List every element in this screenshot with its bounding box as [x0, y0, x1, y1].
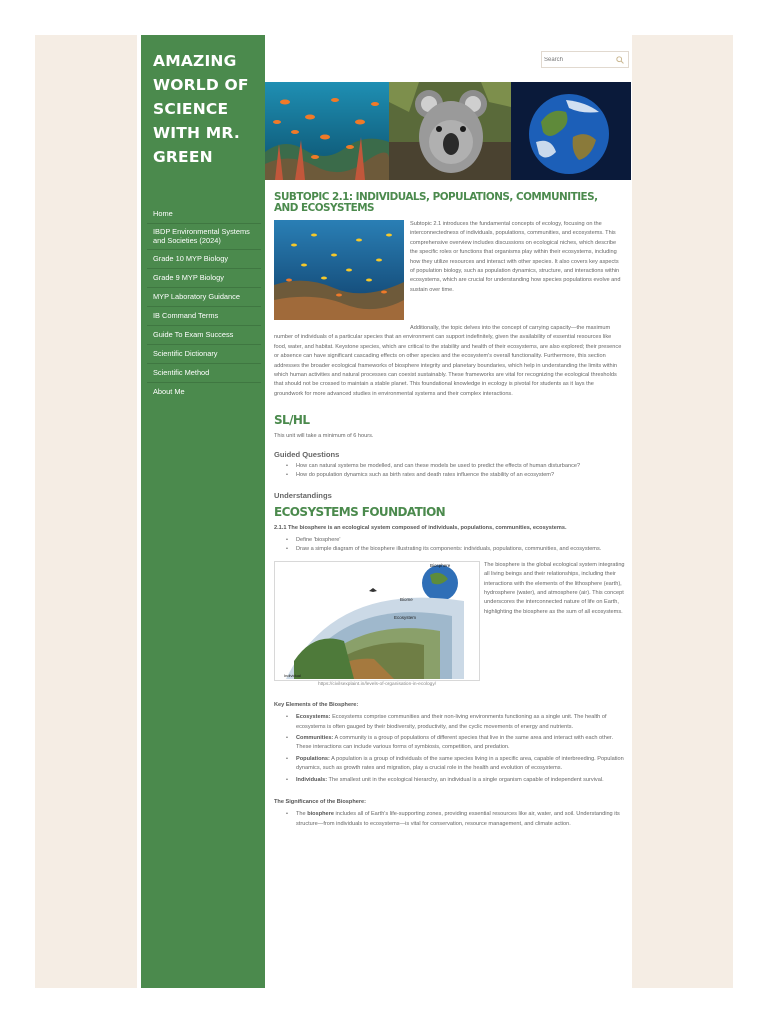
article	[274, 192, 624, 829]
list-item: • Define 'biosphere'	[274, 536, 624, 545]
nav-item-label: Grade 9 MYP Biology	[153, 272, 224, 282]
nav-item-grade9-biology[interactable]	[147, 269, 261, 288]
text: The	[296, 811, 308, 818]
diagram-label-biosphere: Biosphere	[430, 562, 451, 568]
list-item	[274, 776, 624, 785]
term: Populations:	[296, 755, 330, 762]
list-item	[274, 755, 624, 774]
biosphere-text: The biosphere is the global ecological system integrating all living beings and their relationships, including their interactions with the elements of the lithosphere (earth), hydrosphere (water), and atmosphere (air). This concept underscores the interconnected nature of life on Earth, highlighting the biosphere as the sum of all ecosystems.	[484, 561, 625, 615]
search-box	[541, 51, 629, 68]
nav-item-label: Scientific Dictionary	[153, 348, 218, 358]
nav-item-label: IB Command Terms	[153, 310, 219, 320]
term-text: Ecosystems comprise communities and their non-living environments functioning as a single unit. The health of ecosystems is often gauged by their biodiversity, productivity, and the cyclic movements of energy and nutrients.	[296, 714, 607, 730]
significance-heading: The Significance of the Biosphere:	[274, 798, 366, 805]
nav-item-exam-guide[interactable]	[147, 326, 261, 345]
level-heading: SL/HL	[274, 413, 310, 428]
guided-questions-heading: Guided Questions	[274, 449, 340, 459]
biosphere-diagram-image	[274, 561, 480, 681]
intro-paragraph-2: Additionally, the topic delves into the concept of carrying capacity—the maximum number of individuals of a particular species that an environment can support indefinitely, given the availability of essential resources like food, water, and habitat. Keystone species, which are critical to the stability and health of their ecosystems, are also explored; their presence or absence can have significant cascading effects on other species and the ecosystem's overall functionality. Furthermore, this section addresses the broader ecological frameworks of biosphere integrity and planetary boundaries, which help in understanding the limits within which human activities and natural processes can coexist sustainably. These frameworks are vital for recognizing the ecological thresholds that should not be crossed to maintain a stable planet. This foundational knowledge in ecology is pivotal for students as it lays the groundwork for more advanced studies in environmental systems and their complex interactions.	[274, 325, 622, 397]
intro-block	[274, 220, 624, 324]
article-title: SUBTOPIC 2.1: INDIVIDUALS, POPULATIONS, COMMUNITIES, AND ECOSYSTEMS	[274, 191, 598, 214]
sidebar-nav	[147, 205, 261, 402]
list-item: • Draw a simple diagram of the biosphere illustrating its components: individuals, populations, communities, and ecosystems.	[274, 545, 624, 554]
nav-item-label: Home	[153, 208, 173, 218]
section-heading: ECOSYSTEMS FOUNDATION	[274, 505, 446, 520]
diagram-label-individual: Individual	[284, 672, 301, 678]
nav-item-about[interactable]	[147, 383, 261, 402]
key-elements-list	[274, 713, 624, 785]
term: Ecosystems:	[296, 714, 331, 721]
term: Communities:	[296, 734, 334, 741]
nav-item-label: Grade 10 MYP Biology	[153, 253, 229, 263]
understanding-2-1-1: 2.1.1 The biosphere is an ecological system composed of individuals, populations, communities, ecosystems.	[274, 525, 567, 532]
term-text: A population is a group of individuals of the same species living in a specific area, capable of interbreeding. Population dynamics, such as growth rates and migration, play a crucial role in the health and evolution of ecosystems.	[296, 755, 624, 772]
search-icon[interactable]	[616, 56, 624, 64]
guided-questions-list	[274, 462, 624, 481]
nav-item-label: MYP Laboratory Guidance	[153, 291, 240, 301]
intro-paragraph-1: Subtopic 2.1 introduces the fundamental concepts of ecology, focusing on the interconnectedness of individuals, populations, communities, and ecosystems. This comprehensive overview includes discussions on ecological niches, which describe the specific roles or functions that organisms play within their ecosystems, including how they utilize resources and interact with other species. It also covers key aspects of population biology, such as population dynamics, structure, and interactions within ecosystems, which are crucial for understanding how species populations evolve and sustain over time.	[410, 221, 621, 293]
koala-image	[389, 82, 511, 180]
biosphere-block	[274, 561, 624, 691]
list-item: • How can natural systems be modelled, and can these models be used to predict the effects of human disturbance?	[274, 462, 624, 471]
site-title[interactable]: AMAZING WORLD OF SCIENCE WITH MR. GREEN	[153, 52, 249, 166]
tasks-list	[274, 536, 624, 555]
nav-item-grade10-biology[interactable]	[147, 250, 261, 269]
nav-item-home[interactable]	[147, 205, 261, 224]
term: Individuals:	[296, 776, 328, 783]
search-input[interactable]	[544, 54, 610, 65]
significance-list	[274, 810, 624, 829]
nav-item-label: About Me	[153, 387, 185, 397]
nav-item-label: IBDP Environmental Systems and Societies (2024)	[153, 227, 250, 245]
term-text: A community is a group of populations of different species that live in the same area and interact with each other. These interactions can include various forms of symbiosis, competition, and predation.	[296, 734, 614, 751]
term-text: The smallest unit in the ecological hierarchy, an individual is a single organism capable of independent survival.	[327, 776, 604, 783]
hero-banner	[265, 82, 631, 180]
nav-item-command-terms[interactable]	[147, 307, 261, 326]
key-elements-heading: Key Elements of the Biosphere:	[274, 701, 359, 708]
nav-item-ibdp-ess[interactable]	[147, 224, 261, 250]
nav-item-lab-guidance[interactable]	[147, 288, 261, 307]
sidebar	[141, 35, 265, 988]
diagram-label-biome: Biome	[400, 596, 413, 602]
nav-item-scientific-method[interactable]	[147, 364, 261, 383]
coral-reef-image	[274, 220, 404, 320]
list-item	[274, 713, 624, 732]
term: biosphere	[307, 811, 334, 818]
understandings-heading: Understandings	[274, 491, 332, 501]
earth-globe-image	[511, 82, 631, 180]
nav-item-dictionary[interactable]	[147, 345, 261, 364]
list-item	[274, 810, 624, 829]
nav-item-label: Scientific Method	[153, 367, 210, 377]
list-item	[274, 734, 624, 753]
nav-item-label: Guide To Exam Success	[153, 329, 234, 339]
term-text: includes all of Earth's life-supporting zones, providing essential resources like air, water, and soil. Understanding its structure—from individuals to ecosystems—is vital for conservation, resource management, and climate action.	[296, 811, 620, 827]
image-caption[interactable]: https://civilsexplaint.in/levels-of-organisation-in-ecology/	[317, 681, 437, 687]
list-item: • How do population dynamics such as birth rates and death rates influence the stability of an ecosystem?	[274, 471, 624, 480]
duration-text: This unit will take a minimum of 6 hours.	[274, 433, 374, 440]
diagram-label-ecosystem: Ecosystem	[394, 614, 417, 620]
coral-reef-fish-image	[265, 82, 389, 180]
